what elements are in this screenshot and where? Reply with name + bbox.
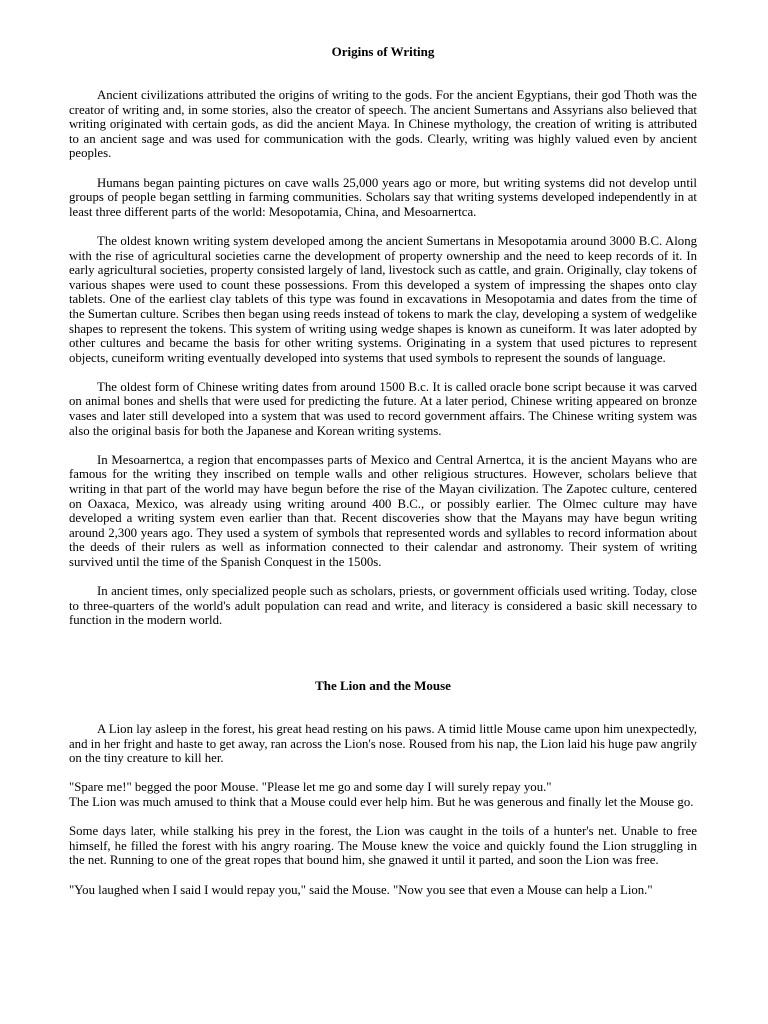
paragraph: The Lion was much amused to think that a Mouse could ever help him. But he was generous and finally let the Mouse go. bbox=[69, 794, 694, 809]
paragraph: The oldest known writing system developed among the ancient Sumertans in Mesopotamia around 3000 B.C. Along with the rise of agricultural societies carne the development of property ownership and the need to keep records of it. In early agricultural societies, property consisted largely of land, livestock such as cattle, and grain. Originally, clay tokens of various shapes were used to count these possessions. From this developed a system of impressing the shapes onto clay tablets. One of the earliest clay tablets of this type was found in excavations in Mesopotamia and dates from the time of the Sumertan culture. Scribes then began using reeds instead of tokens to mark the clay, developing a system of wedgelike shapes to represent the tokens. This system of writing using wedge shapes is known as cuneiform. It was later adopted by other cultures and became the basis for other writing systems. Originating in a system that used pictures to represent objects, cuneiform writing eventually developed into systems that used symbols to represent the sounds of language. bbox=[69, 233, 697, 365]
section-title-origins-of-writing: Origins of Writing bbox=[331, 44, 435, 59]
paragraph: "Spare me!" begged the poor Mouse. "Please let me go and some day I will surely repay you." bbox=[69, 780, 552, 795]
paragraph: Humans began painting pictures on cave walls 25,000 years ago or more, but writing systems did not develop until groups of people began settling in farming communities. Scholars say that writing systems developed independently in at least three different parts of the world: Mesopotamia, China, and Mesoarnertca. bbox=[69, 175, 697, 219]
section-title-the-lion-and-the-mouse: The Lion and the Mouse bbox=[315, 678, 451, 693]
paragraph: The oldest form of Chinese writing dates from around 1500 B.c. It is called oracle bone script because it was carved on animal bones and shells that were used for predicting the future. At a later period, Chinese writing appeared on bronze vases and later still developed into a system that was used to record government affairs. The Chinese writing system was also the original basis for both the Japanese and Korean writing systems. bbox=[69, 379, 697, 438]
paragraph: A Lion lay asleep in the forest, his great head resting on his paws. A timid little Mouse came upon him unexpectedly, and in her fright and haste to get away, ran across the Lion's nose. Roused from his nap, the Lion laid his huge paw angrily on the tiny creature to kill her. bbox=[69, 722, 698, 766]
section-origins-of-writing bbox=[69, 88, 697, 643]
paragraph: Ancient civilizations attributed the origins of writing to the gods. For the ancient Egyptians, their god Thoth was the creator of writing and, in some stories, also the creator of speech. The ancient Sumertans and Assyrians also believed that writing originated with certain gods, as did the ancient Maya. In Chinese mythology, the creation of writing is attributed to an ancient sage and was used for communication with the gods. Clearly, writing was highly valued even by ancient peoples. bbox=[69, 88, 697, 161]
paragraph: In Mesoarnertca, a region that encompasses parts of Mexico and Central Arnertca, it is the ancient Mayans who are famous for the writing they inscribed on temple walls and other religious structures. However, scholars believe that writing in that part of the world may have begun before the rise of the Mayan civilization. The Zapotec culture, centered on Oaxaca, Mexico, was already using writing around 400 B.C., or possibly earlier. The Olmec culture may have developed a writing system even earlier than that. Recent discoveries show that the Mayans may have begun writing around 2,300 years ago. They used a system of symbols that represented words and syllables to record information about the deeds of their rulers as well as information connected to their calendar and astronomy. Their system of writing survived until the time of the Spanish Conquest in the 1500s. bbox=[69, 452, 697, 569]
paragraph: Some days later, while stalking his prey in the forest, the Lion was caught in the toils of a hunter's net. Unable to free himself, he filled the forest with his angry roaring. The Mouse knew the voice and quickly found the Lion struggling in the net. Running to one of the great ropes that bound him, she gnawed it until it parted, and soon the Lion was free. bbox=[69, 824, 697, 868]
paragraph: In ancient times, only specialized people such as scholars, priests, or government officials used writing. Today, close to three-quarters of the world's adult population can read and write, and literacy is considered a basic skill necessary to function in the modern world. bbox=[69, 584, 697, 628]
section-the-lion-and-the-mouse bbox=[69, 722, 697, 912]
paragraph: "You laughed when I said I would repay you," said the Mouse. "Now you see that even a Mouse can help a Lion." bbox=[69, 882, 653, 897]
